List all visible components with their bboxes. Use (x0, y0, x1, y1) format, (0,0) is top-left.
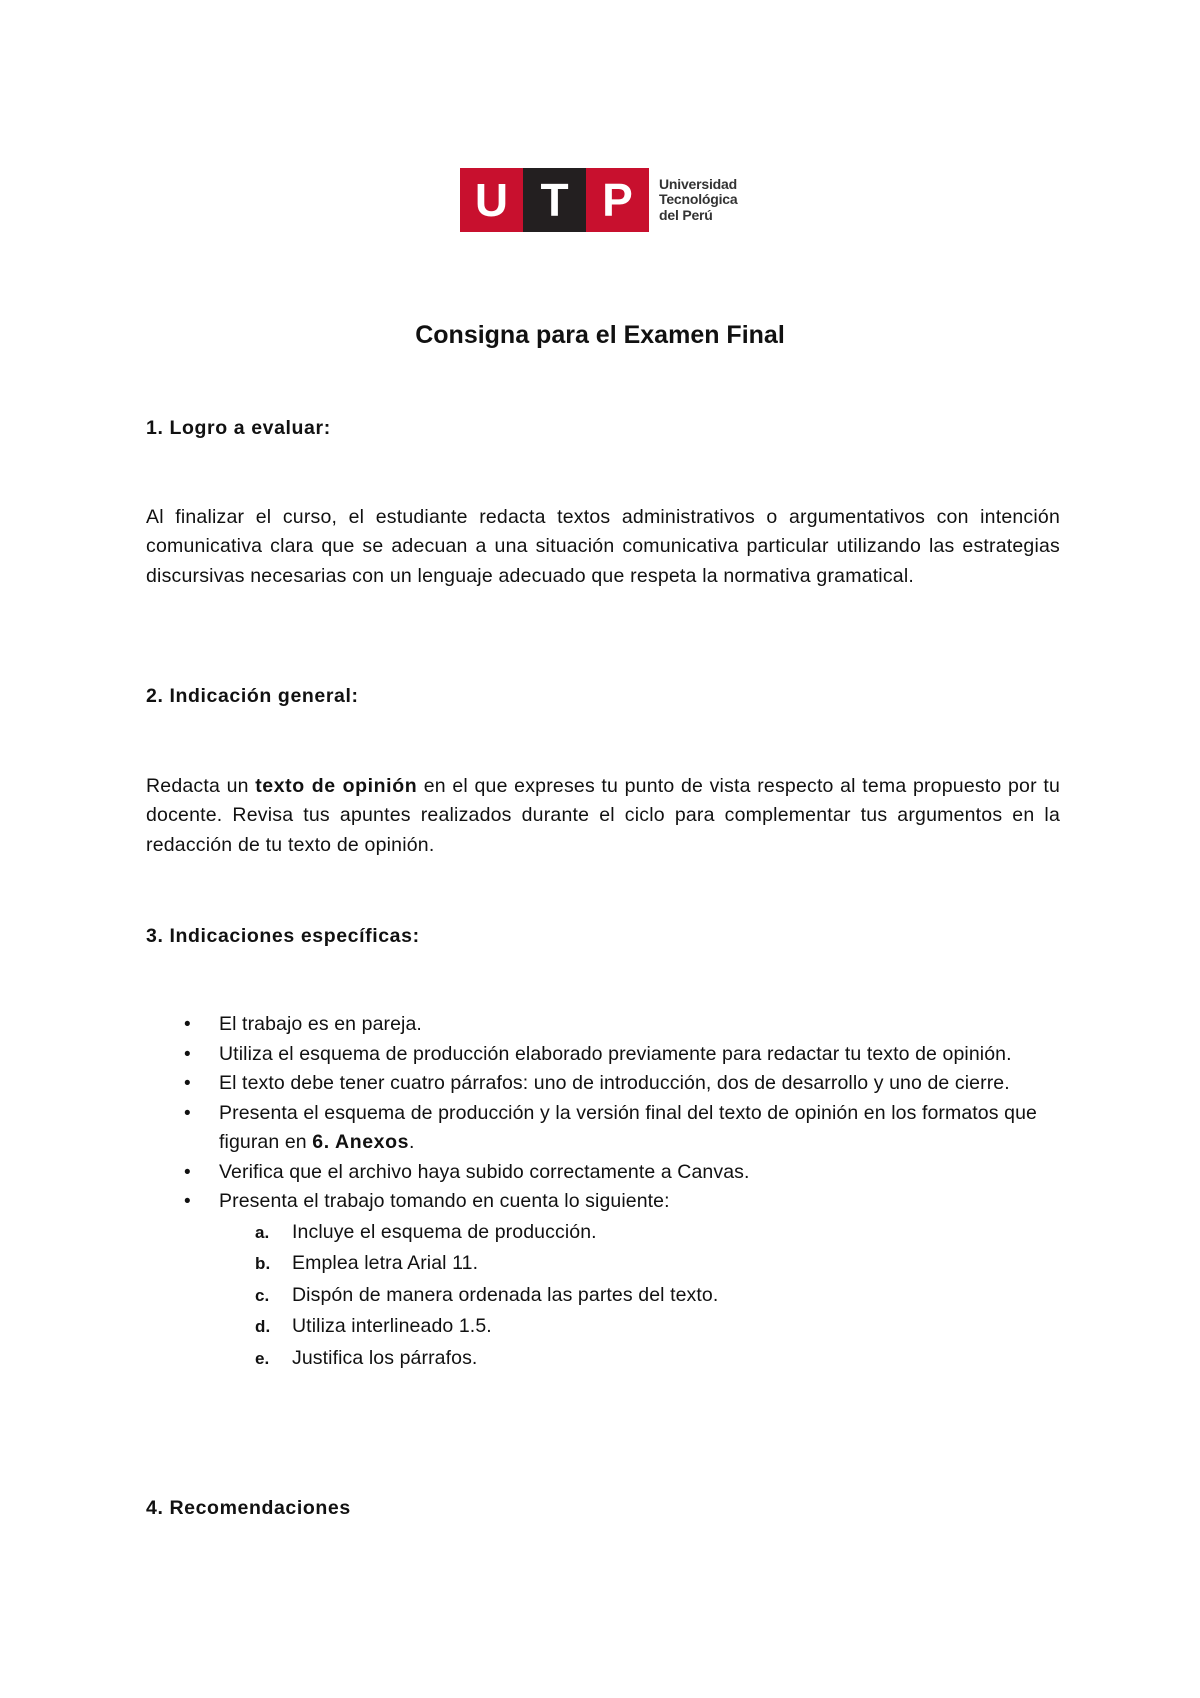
bullet-icon: • (184, 1073, 191, 1094)
sub-list-marker: a. (255, 1222, 270, 1242)
logo-name-line-1: Universidad (659, 175, 737, 192)
list-item (146, 1040, 1060, 1070)
sub-list-item (219, 1217, 1060, 1249)
logo-name-line-3: del Perú (659, 206, 713, 223)
sub-list-marker: c. (255, 1285, 270, 1305)
sub-list-marker: d. (255, 1317, 271, 1336)
sub-list-text: Dispón de manera ordenada las partes del texto. (292, 1283, 719, 1306)
sub-list-item (219, 1280, 1060, 1312)
bullet-icon: • (184, 1014, 191, 1035)
presentation-requirements-list (219, 1217, 1060, 1375)
list-item (146, 1187, 1060, 1374)
list-item-text: Presenta el esquema de producción y la versión final del texto de opinión en los formatos que figuran en (219, 1101, 1037, 1153)
list-item-text: Utiliza el esquema de producción elaborado previamente para redactar tu texto de opinión. (219, 1042, 1012, 1065)
sub-list-item (219, 1343, 1060, 1375)
list-item (146, 1010, 1060, 1040)
bullet-icon: • (184, 1043, 191, 1065)
section-body-logro: Al finalizar el curso, el estudiante redacta textos administrativos o argumentativos con intención comunicativa clara que se adecuan a una situación comunicativa particular utilizando las estrategias discursivas necesarias con un lenguaje adecuado que respeta la normativa gramatical. (146, 506, 1060, 587)
sub-list-text: Emplea letra Arial 11. (292, 1252, 479, 1274)
list-item (146, 1158, 1060, 1188)
sub-list-item (219, 1248, 1060, 1280)
annex-reference: 6. Anexos (312, 1131, 410, 1153)
logo-letter-u: U (460, 168, 523, 232)
list-item-text: Presenta el trabajo tomando en cuenta lo siguiente: (219, 1190, 670, 1212)
specific-instructions-list (146, 1010, 1060, 1374)
list-item-text: El texto debe tener cuatro párrafos: uno de introducción, dos de desarrollo y uno de cierre. (219, 1072, 1010, 1094)
sub-list-item (219, 1311, 1060, 1343)
logo-letter-t: T (523, 168, 586, 232)
bullet-icon: • (184, 1102, 191, 1124)
list-item-text: Verifica que el archivo haya subido correctamente a Canvas. (219, 1160, 750, 1183)
logo-letter-p: P (586, 168, 649, 232)
page-title: Consigna para el Examen Final (415, 321, 785, 349)
logo-university-name (659, 177, 737, 224)
bullet-icon: • (184, 1161, 191, 1183)
body-text-bold: texto de opinión (255, 775, 418, 797)
section-heading-indicacion-general: 2. Indicación general: (146, 685, 359, 707)
list-item (146, 1099, 1060, 1158)
list-item-text: El trabajo es en pareja. (219, 1013, 422, 1035)
section-heading-indicaciones-especificas: 3. Indicaciones específicas: (146, 925, 420, 947)
body-text-start: Redacta un (146, 775, 256, 797)
list-item (146, 1069, 1060, 1099)
sub-list-marker: b. (255, 1254, 271, 1273)
utp-logo (460, 168, 737, 232)
logo-name-line-2: Tecnológica (659, 191, 738, 208)
section-body-indicacion-general (146, 772, 1060, 860)
sub-list-text: Utiliza interlineado 1.5. (292, 1315, 492, 1337)
sub-list-text: Incluye el esquema de producción. (292, 1220, 597, 1243)
bullet-icon: • (184, 1191, 191, 1212)
list-item-text-end: . (409, 1131, 415, 1153)
sub-list-text: Justifica los párrafos. (292, 1346, 478, 1369)
section-heading-logro: 1. Logro a evaluar: (146, 417, 331, 439)
body-text-end: en el que expreses tu punto de vista respecto al tema propuesto por tu docente. Revisa tus apuntes realizados durante el ciclo para complementar tus argumentos en la redacción de tu texto de opinión. (146, 775, 1060, 856)
sub-list-marker: e. (255, 1348, 270, 1368)
section-heading-recomendaciones: 4. Recomendaciones (146, 1497, 351, 1519)
